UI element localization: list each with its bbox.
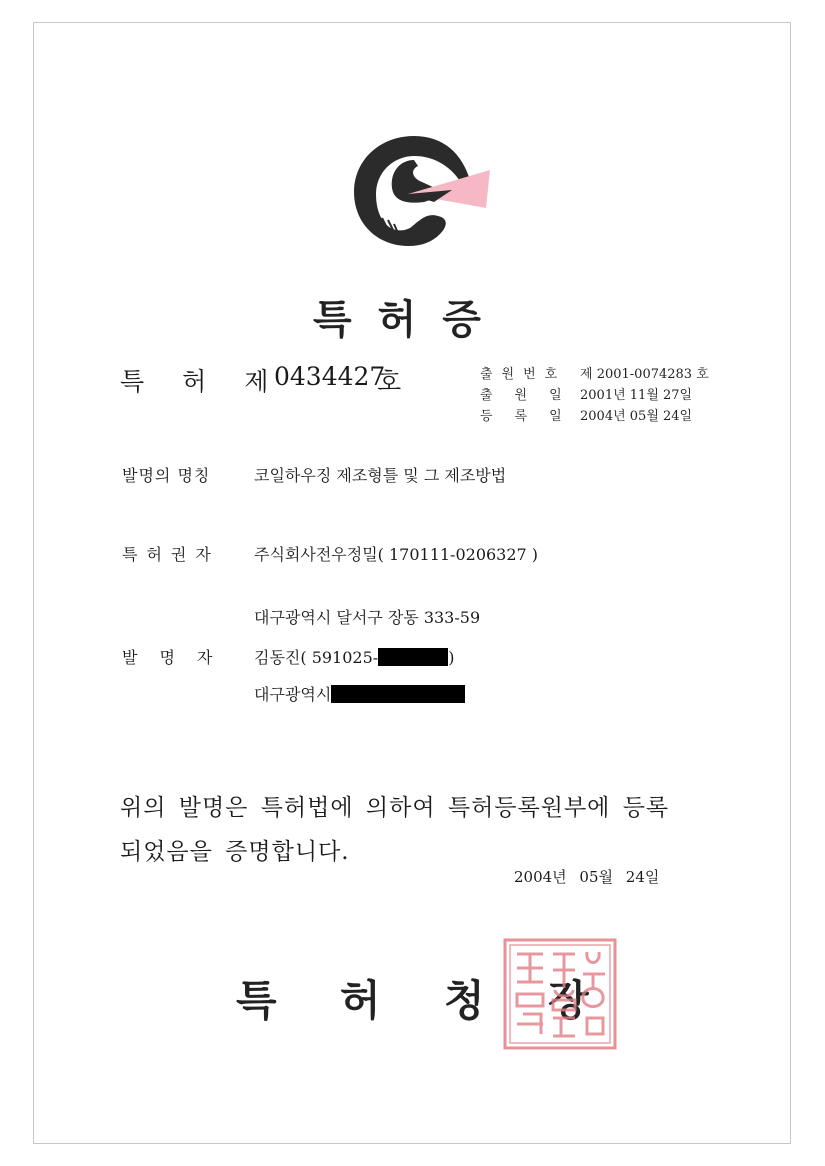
invention-title-label: 발명의 명칭: [122, 466, 211, 485]
application-number-label: 출원번호: [480, 367, 567, 382]
patent-number-suffix: 호: [377, 367, 402, 396]
certificate-title: 특허증: [313, 297, 507, 343]
application-date-label: 출원일: [480, 388, 584, 403]
patentee-name: 주식회사전우정밀( 170111-0206327 ): [254, 545, 539, 564]
issuer-char: 청: [444, 976, 485, 1025]
registration-date-label: 등록일: [480, 409, 584, 424]
registration-date-value: 2004년 05월 24일: [580, 409, 693, 424]
inventor-name-prefix: 김동진( 591025-: [254, 648, 379, 667]
redaction-block: [378, 648, 448, 666]
certification-statement: [120, 786, 669, 874]
inventor-name: [254, 645, 454, 668]
application-date-value: 2001년 11월 27일: [580, 388, 693, 403]
inventor-name-suffix: ): [448, 648, 455, 667]
official-seal-icon: [503, 938, 617, 1050]
statement-line-1: 위의 발명은 특허법에 의하여 특허등록원부에 등록: [120, 795, 670, 821]
patent-number-value: 0434427: [274, 362, 386, 391]
patentee-label: 특허권자: [122, 545, 220, 564]
issuer-char: 특: [236, 976, 277, 1025]
kipo-logo-icon: [352, 132, 492, 248]
invention-title-value: 코일하우징 제조형틀 및 그 제조방법: [254, 466, 507, 485]
application-number-value: 제 2001-0074283 호: [580, 367, 709, 382]
inventor-address-prefix: 대구광역시: [254, 685, 332, 704]
patentee-address: 대구광역시 달서구 장동 333-59: [254, 608, 481, 627]
statement-line-2: 되었음을 증명합니다.: [120, 839, 350, 865]
patent-number-label: 특 허 제: [120, 367, 275, 396]
inventor-label: 발명자: [122, 648, 235, 667]
issuer-char: 장: [548, 976, 589, 1025]
redaction-block: [331, 685, 465, 703]
inventor-address: [254, 682, 465, 705]
issuer-char: 허: [340, 976, 381, 1025]
issue-date: 2004년 05월 24일: [514, 868, 660, 886]
